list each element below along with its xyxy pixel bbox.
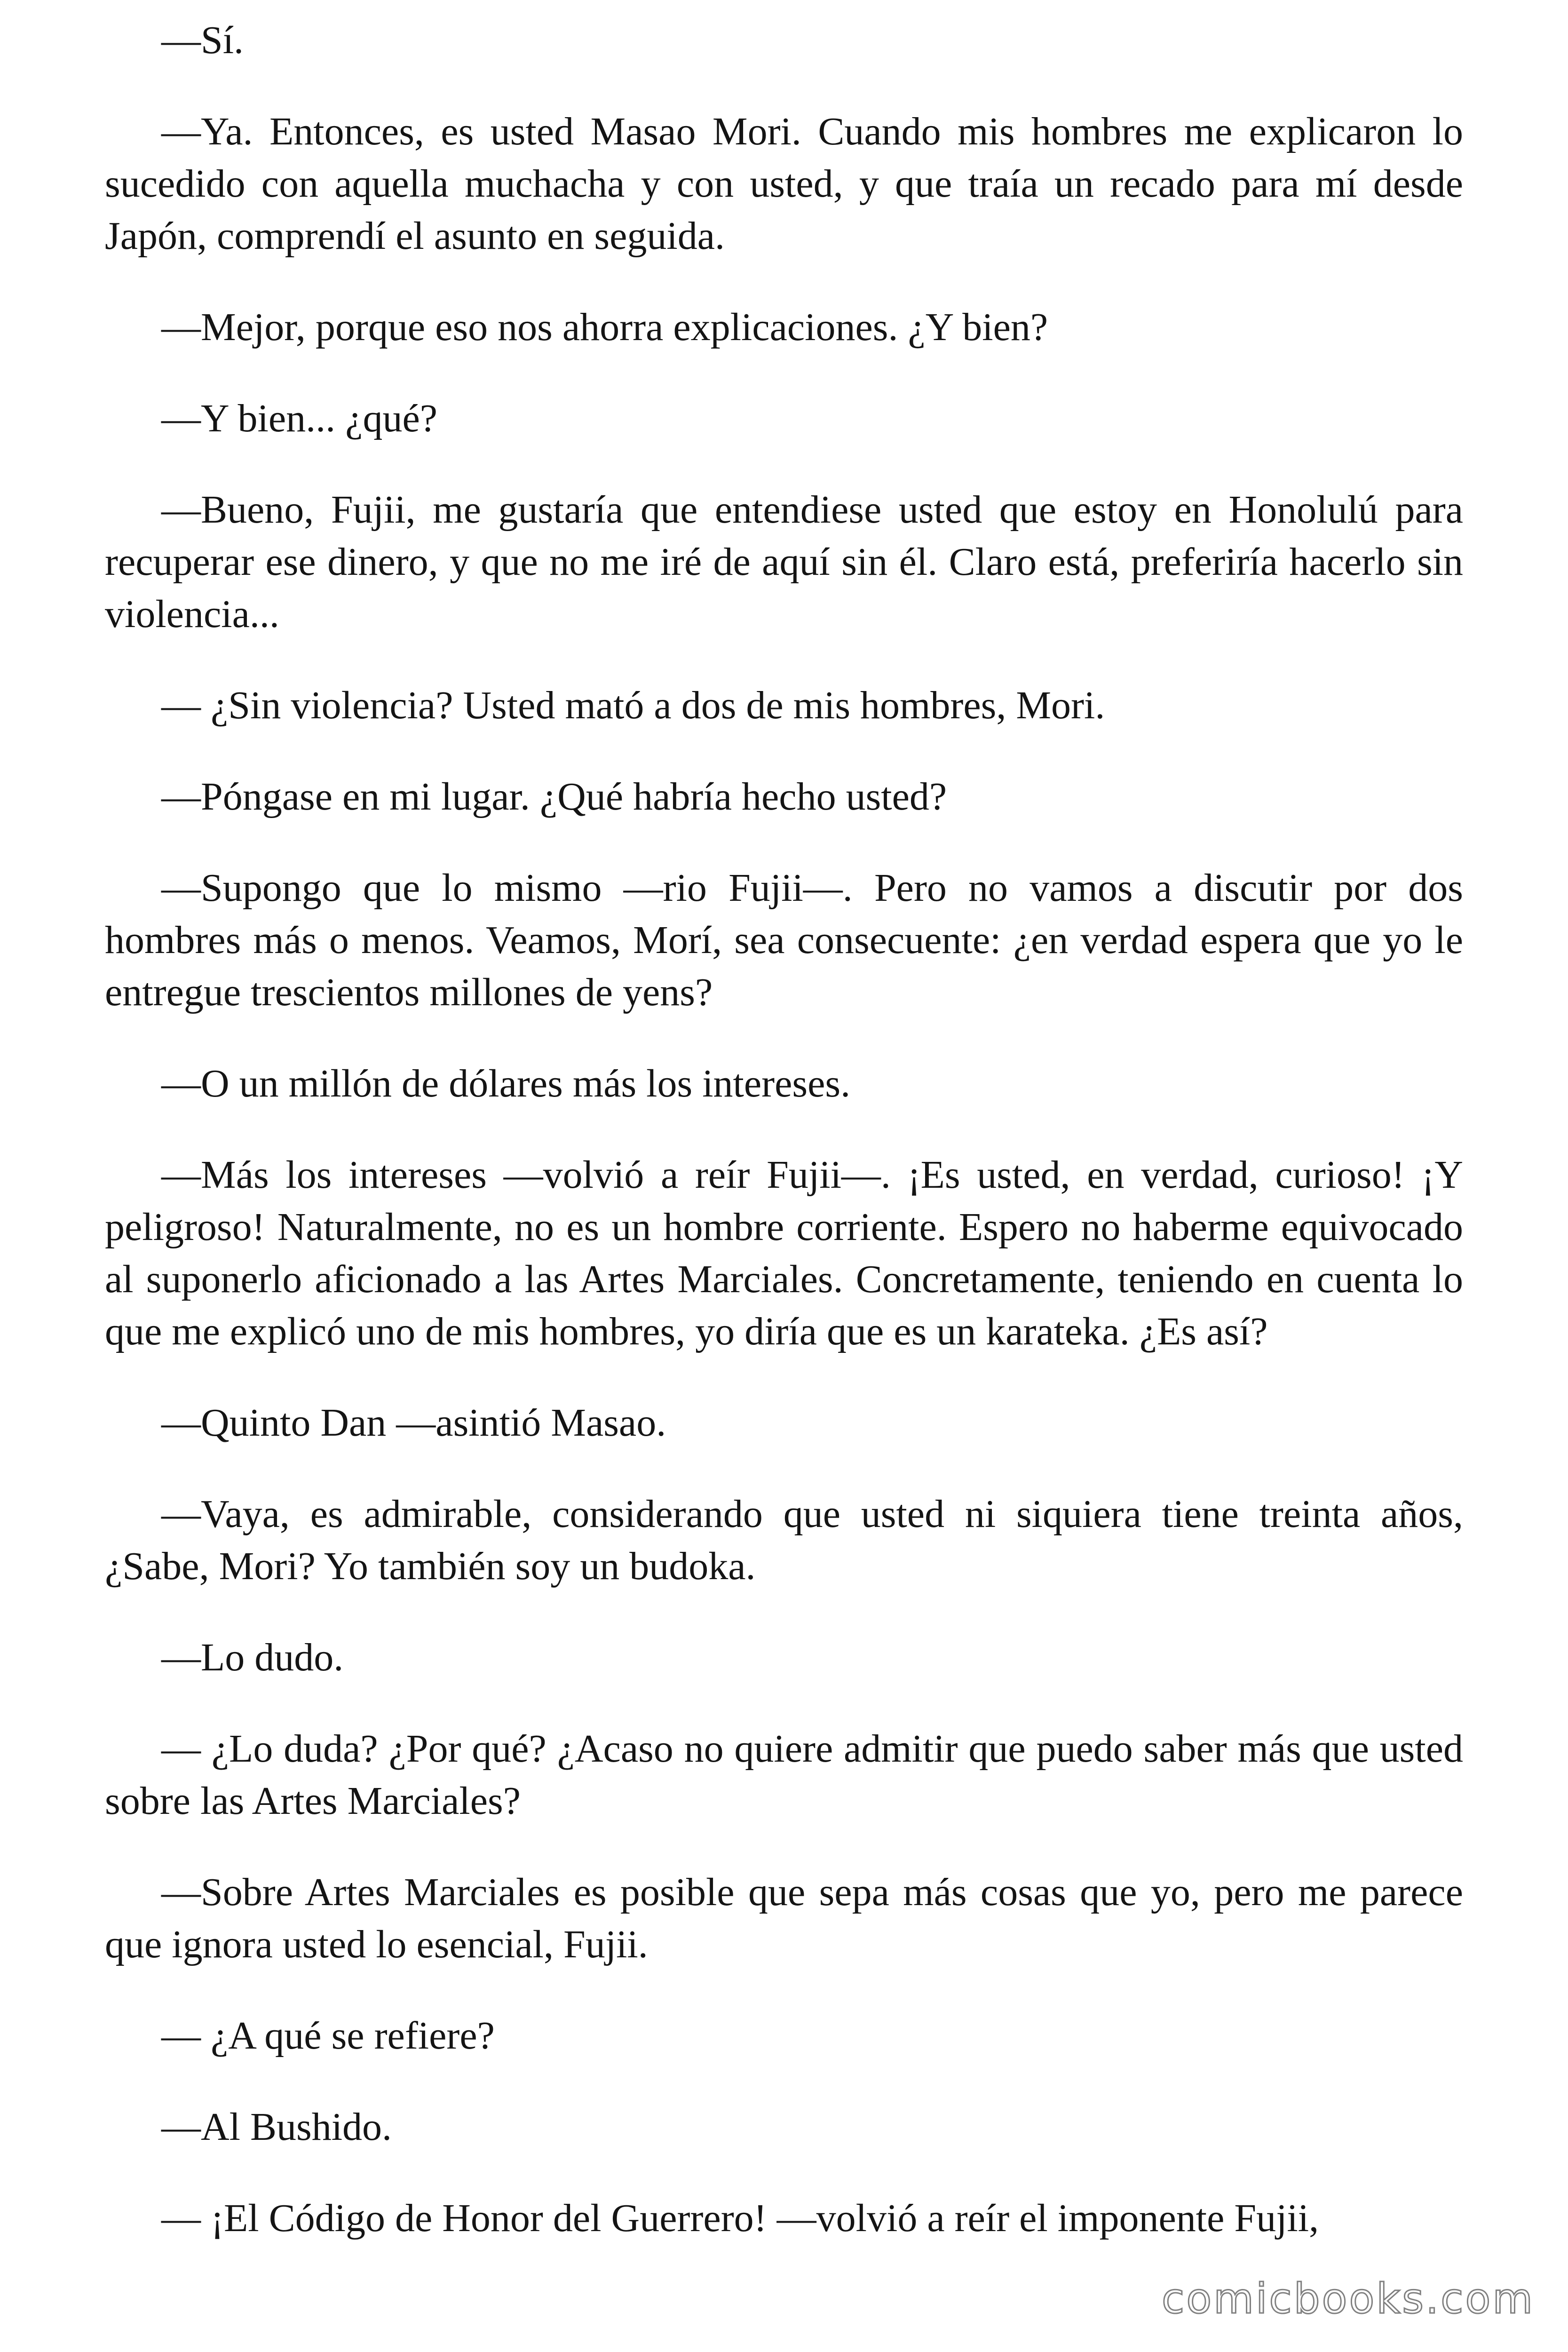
paragraph: —Más los intereses —volvió a reír Fujii—. ¡Es usted, en verdad, curioso! ¡Y peligroso! Naturalmente, no es un hombre corriente. Espero no haberme equivocado al suponerlo aficionado a las Artes Marciales. Concretamente, teniendo en cuenta lo que me explicó uno de mis hombres, yo diría que es un karateka. ¿Es así? — [105, 1153, 1463, 1353]
paragraph: — ¿Lo duda? ¿Por qué? ¿Acaso no quiere admitir que puedo saber más que usted sobre las Artes Marciales? — [105, 1727, 1463, 1823]
paragraph: —Al Bushido. — [161, 2105, 392, 2149]
watermark: comicbooks.com — [1162, 2274, 1535, 2323]
paragraph: —O un millón de dólares más los intereses. — [161, 1062, 851, 1105]
paragraph: —Bueno, Fujii, me gustaría que entendiese usted que estoy en Honolulú para recuperar ese dinero, y que no me iré de aquí sin él. Claro está, preferiría hacerlo sin violencia... — [105, 488, 1463, 636]
paragraph: —Lo dudo. — [161, 1636, 344, 1679]
paragraph: — ¡El Código de Honor del Guerrero! —volvió a reír el imponente Fujii, — [161, 2196, 1319, 2240]
paragraph: — ¿Sin violencia? Usted mató a dos de mis hombres, Mori. — [161, 683, 1105, 727]
page-body — [105, 14, 1463, 2244]
paragraph: —Vaya, es admirable, considerando que usted ni siquiera tiene treinta años, ¿Sabe, Mori? Yo también soy un budoka. — [105, 1492, 1463, 1588]
paragraph: —Supongo que lo mismo —rio Fujii—. Pero no vamos a discutir por dos hombres más o menos. Veamos, Morí, sea consecuente: ¿en verdad espera que yo le entregue trescientos millones de yens? — [105, 866, 1463, 1014]
paragraph: —Mejor, porque eso nos ahorra explicaciones. ¿Y bien? — [161, 305, 1048, 349]
paragraph: —Sí. — [161, 18, 244, 62]
paragraph: —Y bien... ¿qué? — [161, 397, 438, 440]
paragraph: —Sobre Artes Marciales es posible que sepa más cosas que yo, pero me parece que ignora usted lo esencial, Fujii. — [105, 1870, 1463, 1966]
paragraph: —Ya. Entonces, es usted Masao Mori. Cuando mis hombres me explicaron lo sucedido con aquella muchacha y con usted, y que traía un recado para mí desde Japón, comprendí el asunto en seguida. — [105, 110, 1463, 258]
paragraph: — ¿A qué se refiere? — [161, 2014, 495, 2058]
paragraph: —Quinto Dan —asintió Masao. — [161, 1401, 666, 1445]
paragraph: —Póngase en mi lugar. ¿Qué habría hecho usted? — [161, 775, 947, 818]
